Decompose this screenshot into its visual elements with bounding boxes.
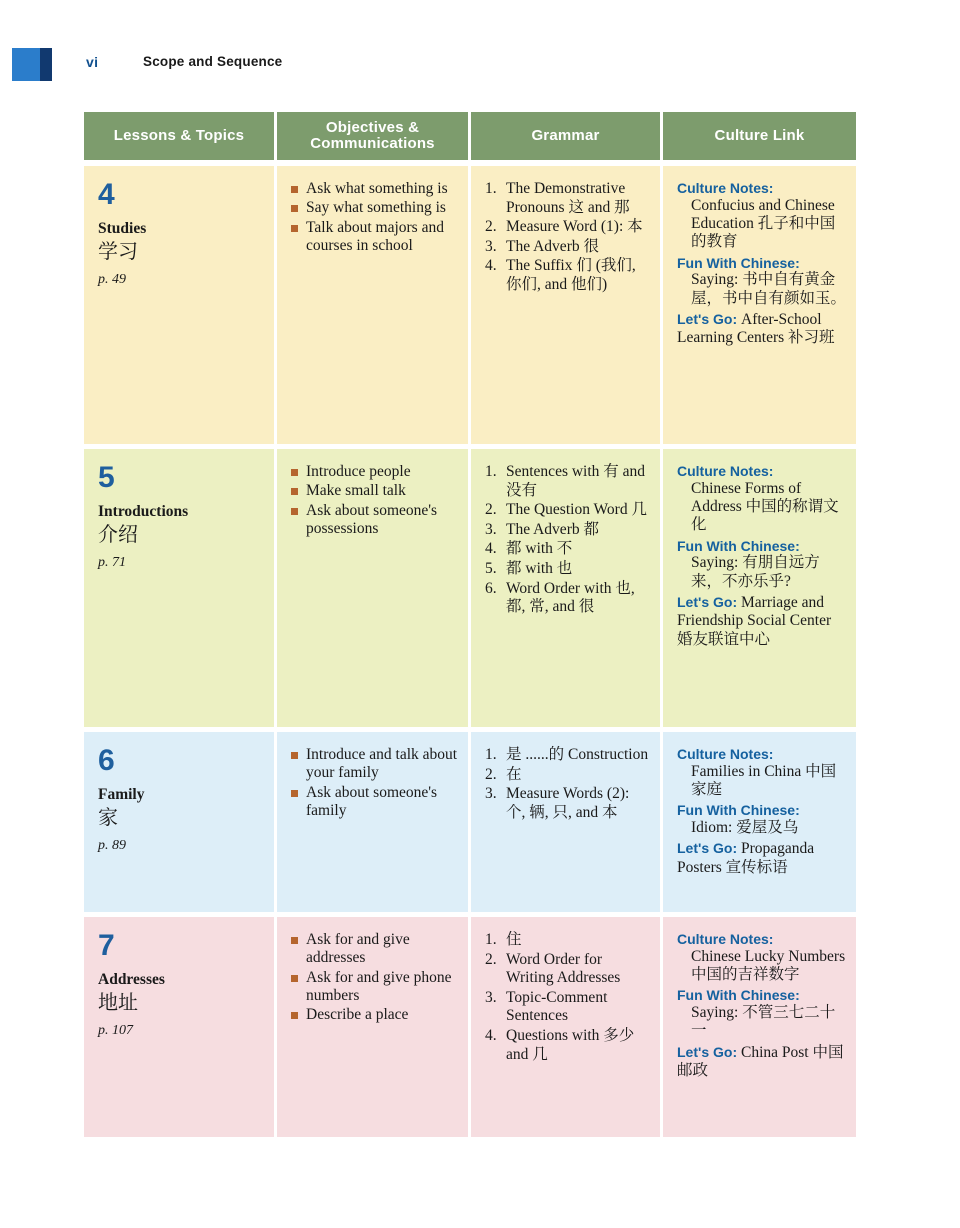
objective-text: Ask about someone's possessions <box>306 501 438 537</box>
objectives-list <box>291 463 458 538</box>
grammar-item: The Question Word 几 <box>506 501 647 519</box>
table-header-row <box>84 112 856 160</box>
culture-entry <box>677 311 846 348</box>
culture-block <box>677 802 846 837</box>
lesson-cell <box>84 732 274 912</box>
culture-entry <box>677 594 846 649</box>
culture-cell <box>660 166 856 444</box>
objective-item <box>291 502 458 539</box>
lesson-title-chinese: 介绍 <box>98 523 138 546</box>
lesson-title-english: Studies <box>98 220 147 237</box>
objective-item <box>291 784 458 821</box>
grammar-item: 住 <box>506 931 522 948</box>
culture-label: Fun With Chinese: <box>677 987 800 1004</box>
culture-block <box>677 1044 846 1081</box>
square-bullet-icon <box>291 225 298 232</box>
square-bullet-icon <box>291 205 298 212</box>
lesson-title-chinese: 学习 <box>98 240 138 263</box>
lesson-number: 4 <box>98 178 115 211</box>
table-body <box>84 166 856 1137</box>
grammar-item: Word Order with 也, 都, 常, and 很 <box>506 579 635 616</box>
culture-block <box>677 987 846 1040</box>
culture-label: Culture Notes: <box>677 746 774 762</box>
objective-text: Make small talk <box>306 482 406 500</box>
culture-text: Chinese Forms of Address 中国的称谓文化 <box>691 479 839 534</box>
table-row <box>84 166 856 444</box>
culture-entry <box>677 1044 846 1081</box>
grammar-item: Word Order for Writing Addresses <box>506 950 621 987</box>
culture-text: Saying: 不管三七二十一 <box>691 1004 836 1040</box>
column-header-lessons-topics <box>84 112 274 160</box>
square-bullet-icon <box>291 1012 298 1019</box>
objective-text: Describe a place <box>306 1006 409 1024</box>
grammar-item: 都 with 不 <box>506 540 573 558</box>
objectives-cell <box>274 449 468 727</box>
column-header-grammar <box>468 112 660 160</box>
grammar-list <box>485 931 650 1064</box>
culture-text: China Post 中国邮政 <box>677 1043 844 1079</box>
culture-block <box>677 538 846 591</box>
column-header-label: Culture Link <box>714 126 805 144</box>
culture-label: Let's Go: <box>677 840 741 857</box>
objective-item <box>291 482 458 500</box>
page-title: Scope and Sequence <box>143 54 283 69</box>
square-bullet-icon <box>291 508 298 515</box>
lesson-page-reference: p. 107 <box>98 1022 133 1038</box>
culture-block <box>677 311 846 348</box>
culture-text: Marriage and Friendship Social Center 婚友联谊中心 <box>677 594 832 648</box>
objective-item <box>291 746 458 783</box>
lesson-cell <box>84 166 274 444</box>
culture-text: Saying: 书中自有黄金屋，书中自有颜如玉。 <box>691 271 847 307</box>
lesson-cell <box>84 449 274 727</box>
lesson-page-reference: p. 49 <box>98 271 126 287</box>
culture-entry <box>677 840 846 877</box>
culture-text: Chinese Lucky Numbers 中国的吉祥数字 <box>691 947 846 984</box>
square-bullet-icon <box>291 186 298 193</box>
culture-text: Families in China 中国家庭 <box>691 762 837 799</box>
column-header-label: Grammar <box>531 126 600 144</box>
objective-item <box>291 931 458 968</box>
culture-cell <box>660 449 856 727</box>
scope-and-sequence-table <box>84 112 856 1137</box>
column-header-culture-link <box>660 112 856 160</box>
grammar-item: The Suffix 们 (我们, 你们, and 他们) <box>506 257 636 293</box>
objectives-cell <box>274 166 468 444</box>
culture-block <box>677 931 846 984</box>
culture-text: Idiom: 爱屋及乌 <box>691 819 799 837</box>
square-bullet-icon <box>291 937 298 944</box>
culture-label: Culture Notes: <box>677 180 774 196</box>
square-bullet-icon <box>291 752 298 759</box>
lesson-number: 7 <box>98 929 115 962</box>
objective-item <box>291 219 458 256</box>
objective-text: Say what something is <box>306 199 446 217</box>
column-header-objectives-communications <box>274 112 468 160</box>
culture-text: Propaganda Posters 宣传标语 <box>677 840 815 876</box>
grammar-cell <box>468 732 660 912</box>
objective-text: Ask about someone's family <box>306 783 438 819</box>
grammar-list <box>485 746 650 822</box>
culture-cell <box>660 732 856 912</box>
page-number: vi <box>86 54 99 70</box>
objectives-list <box>291 931 458 1024</box>
lesson-title-english: Family <box>98 786 145 803</box>
lesson-title-english: Introductions <box>98 503 189 520</box>
square-bullet-icon <box>291 975 298 982</box>
header-color-tab-dark <box>40 48 52 81</box>
grammar-item: 在 <box>506 765 522 783</box>
culture-text: After-School Learning Centers 补习班 <box>677 311 835 347</box>
objective-item <box>291 199 458 217</box>
grammar-cell <box>468 917 660 1137</box>
lesson-number: 6 <box>98 744 115 777</box>
grammar-list <box>485 180 650 295</box>
culture-text: Saying: 有朋自远方来，不亦乐乎? <box>691 554 820 590</box>
table-row <box>84 732 856 912</box>
table-row <box>84 917 856 1137</box>
grammar-item: The Adverb 都 <box>506 520 599 538</box>
objective-item <box>291 463 458 481</box>
grammar-item: Measure Words (2): 个, 辆, 只, and 本 <box>506 785 630 821</box>
objective-item <box>291 1006 458 1024</box>
square-bullet-icon <box>291 790 298 797</box>
objectives-list <box>291 746 458 820</box>
column-header-label: Objectives & Communications <box>310 118 435 152</box>
culture-label: Fun With Chinese: <box>677 254 800 271</box>
grammar-item: Sentences with 有 and 没有 <box>506 463 646 499</box>
page-header <box>0 48 960 82</box>
culture-block <box>677 255 846 308</box>
column-header-label: Lessons & Topics <box>113 126 245 144</box>
lesson-cell <box>84 917 274 1137</box>
culture-label: Fun With Chinese: <box>677 802 800 819</box>
culture-block <box>677 746 846 799</box>
grammar-item: Questions with 多少 and 几 <box>506 1026 635 1063</box>
lesson-title-english: Addresses <box>98 971 165 988</box>
square-bullet-icon <box>291 469 298 476</box>
objective-text: Talk about majors and courses in school <box>306 218 444 254</box>
culture-text: Confucius and Chinese Education 孔子和中国的教育 <box>691 196 836 251</box>
grammar-list <box>485 463 650 617</box>
objectives-list <box>291 180 458 255</box>
objective-text: Ask for and give phone numbers <box>306 968 452 1004</box>
lesson-title-chinese: 家 <box>98 806 118 829</box>
culture-label: Culture Notes: <box>677 931 774 947</box>
grammar-cell <box>468 166 660 444</box>
culture-label: Let's Go: <box>677 311 741 327</box>
objective-item <box>291 180 458 198</box>
culture-label: Fun With Chinese: <box>677 537 800 554</box>
lesson-page-reference: p. 71 <box>98 554 126 570</box>
culture-cell <box>660 917 856 1137</box>
grammar-item: The Adverb 很 <box>506 237 599 255</box>
objective-text: Introduce people <box>306 463 411 480</box>
culture-block <box>677 594 846 649</box>
objectives-cell <box>274 917 468 1137</box>
grammar-cell <box>468 449 660 727</box>
lesson-page-reference: p. 89 <box>98 837 126 853</box>
culture-label: Let's Go: <box>677 594 741 610</box>
objective-item <box>291 969 458 1006</box>
objective-text: Ask what something is <box>306 180 448 197</box>
lesson-title-chinese: 地址 <box>98 991 138 1014</box>
culture-block <box>677 840 846 877</box>
grammar-item: The Demonstrative Pronouns 这 and 那 <box>506 180 630 216</box>
grammar-item: 都 with 也 <box>506 559 573 577</box>
culture-label: Culture Notes: <box>677 463 774 479</box>
culture-block <box>677 463 846 535</box>
grammar-item: Topic-Comment Sentences <box>506 988 608 1025</box>
culture-block <box>677 180 846 252</box>
lesson-number: 5 <box>98 461 115 494</box>
objective-text: Ask for and give addresses <box>306 931 410 967</box>
square-bullet-icon <box>291 488 298 495</box>
grammar-item: 是 ......的 Construction <box>506 746 649 763</box>
objective-text: Introduce and talk about your family <box>306 746 458 782</box>
objectives-cell <box>274 732 468 912</box>
table-row <box>84 449 856 727</box>
grammar-item: Measure Word (1): 本 <box>506 218 643 236</box>
culture-label: Let's Go: <box>677 1043 741 1060</box>
